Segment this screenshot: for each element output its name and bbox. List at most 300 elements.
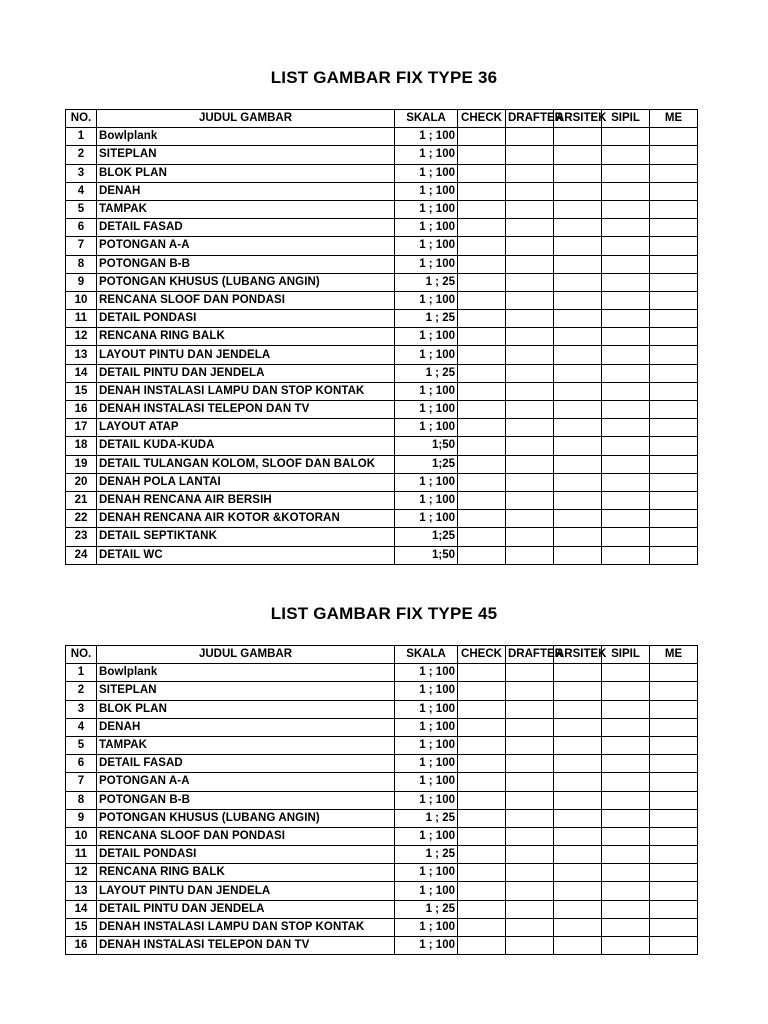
check-cell xyxy=(458,164,506,182)
row-skala: 1 ; 100 xyxy=(395,146,458,164)
me-cell xyxy=(650,419,698,437)
check-cell xyxy=(458,664,506,682)
sipil-cell xyxy=(602,491,650,509)
sipil-cell xyxy=(602,455,650,473)
row-judul-gambar: DENAH xyxy=(97,182,395,200)
row-skala: 1 ; 100 xyxy=(395,937,458,955)
arsitek-cell xyxy=(554,310,602,328)
row-judul-gambar: RENCANA SLOOF DAN PONDASI xyxy=(97,827,395,845)
arsitek-cell xyxy=(554,437,602,455)
arsitek-cell xyxy=(554,864,602,882)
table-row xyxy=(66,846,698,864)
sipil-cell xyxy=(602,846,650,864)
drafter-cell xyxy=(506,528,554,546)
row-number: 9 xyxy=(66,809,97,827)
arsitek-cell xyxy=(554,382,602,400)
row-skala: 1 ; 100 xyxy=(395,773,458,791)
row-judul-gambar: LAYOUT PINTU DAN JENDELA xyxy=(97,882,395,900)
row-skala: 1 ; 25 xyxy=(395,310,458,328)
row-judul-gambar: DENAH INSTALASI LAMPU DAN STOP KONTAK xyxy=(97,382,395,400)
row-number: 2 xyxy=(66,682,97,700)
row-skala: 1 ; 25 xyxy=(395,809,458,827)
row-skala: 1 ; 100 xyxy=(395,128,458,146)
me-cell xyxy=(650,718,698,736)
check-cell xyxy=(458,791,506,809)
table-row xyxy=(66,382,698,400)
sipil-cell xyxy=(602,310,650,328)
me-cell xyxy=(650,255,698,273)
table-header-row xyxy=(66,646,698,664)
row-number: 23 xyxy=(66,528,97,546)
row-number: 11 xyxy=(66,310,97,328)
me-cell xyxy=(650,900,698,918)
row-judul-gambar: TAMPAK xyxy=(97,200,395,218)
header-drafter: DRAFTER xyxy=(506,110,554,128)
check-cell xyxy=(458,491,506,509)
sipil-cell xyxy=(602,437,650,455)
arsitek-cell xyxy=(554,255,602,273)
row-number: 10 xyxy=(66,291,97,309)
row-number: 3 xyxy=(66,700,97,718)
row-number: 16 xyxy=(66,937,97,955)
row-skala: 1 ; 100 xyxy=(395,755,458,773)
arsitek-cell xyxy=(554,882,602,900)
arsitek-cell xyxy=(554,937,602,955)
sipil-cell xyxy=(602,809,650,827)
header-skala: SKALA xyxy=(395,110,458,128)
table-row xyxy=(66,128,698,146)
me-cell xyxy=(650,328,698,346)
me-cell xyxy=(650,791,698,809)
arsitek-cell xyxy=(554,846,602,864)
check-cell xyxy=(458,437,506,455)
sipil-cell xyxy=(602,364,650,382)
row-judul-gambar: LAYOUT PINTU DAN JENDELA xyxy=(97,346,395,364)
sipil-cell xyxy=(602,164,650,182)
table-row xyxy=(66,437,698,455)
table-type-45 xyxy=(65,645,698,955)
row-judul-gambar: DETAIL PINTU DAN JENDELA xyxy=(97,364,395,382)
row-number: 8 xyxy=(66,791,97,809)
table-row xyxy=(66,700,698,718)
row-number: 7 xyxy=(66,773,97,791)
table-row xyxy=(66,546,698,564)
arsitek-cell xyxy=(554,419,602,437)
arsitek-cell xyxy=(554,682,602,700)
header-skala: SKALA xyxy=(395,646,458,664)
drafter-cell xyxy=(506,401,554,419)
me-cell xyxy=(650,310,698,328)
me-cell xyxy=(650,773,698,791)
me-cell xyxy=(650,918,698,936)
row-judul-gambar: DENAH INSTALASI TELEPON DAN TV xyxy=(97,401,395,419)
check-cell xyxy=(458,419,506,437)
sipil-cell xyxy=(602,291,650,309)
table-row xyxy=(66,827,698,845)
row-skala: 1 ; 100 xyxy=(395,255,458,273)
row-skala: 1 ; 100 xyxy=(395,918,458,936)
header-judul-gambar: JUDUL GAMBAR xyxy=(97,646,395,664)
table-row xyxy=(66,455,698,473)
drafter-cell xyxy=(506,773,554,791)
drafter-cell xyxy=(506,682,554,700)
row-judul-gambar: POTONGAN KHUSUS (LUBANG ANGIN) xyxy=(97,273,395,291)
row-number: 19 xyxy=(66,455,97,473)
header-sipil: SIPIL xyxy=(602,646,650,664)
arsitek-cell xyxy=(554,237,602,255)
sipil-cell xyxy=(602,510,650,528)
check-cell xyxy=(458,182,506,200)
me-cell xyxy=(650,528,698,546)
arsitek-cell xyxy=(554,273,602,291)
me-cell xyxy=(650,455,698,473)
row-number: 5 xyxy=(66,200,97,218)
row-judul-gambar: DETAIL TULANGAN KOLOM, SLOOF DAN BALOK xyxy=(97,455,395,473)
row-number: 4 xyxy=(66,182,97,200)
sipil-cell xyxy=(602,200,650,218)
row-number: 8 xyxy=(66,255,97,273)
me-cell xyxy=(650,146,698,164)
header-arsitek: ARSITEK xyxy=(554,110,602,128)
check-cell xyxy=(458,146,506,164)
sipil-cell xyxy=(602,273,650,291)
check-cell xyxy=(458,918,506,936)
arsitek-cell xyxy=(554,164,602,182)
check-cell xyxy=(458,237,506,255)
arsitek-cell xyxy=(554,791,602,809)
drafter-cell xyxy=(506,310,554,328)
check-cell xyxy=(458,510,506,528)
arsitek-cell xyxy=(554,401,602,419)
check-cell xyxy=(458,255,506,273)
check-cell xyxy=(458,736,506,754)
arsitek-cell xyxy=(554,736,602,754)
row-judul-gambar: SITEPLAN xyxy=(97,682,395,700)
table-row xyxy=(66,718,698,736)
arsitek-cell xyxy=(554,328,602,346)
sipil-cell xyxy=(602,182,650,200)
row-skala: 1 ; 100 xyxy=(395,382,458,400)
drafter-cell xyxy=(506,382,554,400)
row-judul-gambar: DENAH INSTALASI TELEPON DAN TV xyxy=(97,937,395,955)
row-judul-gambar: DENAH RENCANA AIR BERSIH xyxy=(97,491,395,509)
row-number: 22 xyxy=(66,510,97,528)
table-row xyxy=(66,255,698,273)
header-check: CHECK xyxy=(458,646,506,664)
me-cell xyxy=(650,937,698,955)
row-skala: 1;25 xyxy=(395,455,458,473)
table-row xyxy=(66,419,698,437)
me-cell xyxy=(650,346,698,364)
row-skala: 1 ; 100 xyxy=(395,700,458,718)
table-row xyxy=(66,510,698,528)
sipil-cell xyxy=(602,346,650,364)
table-row xyxy=(66,773,698,791)
sipil-cell xyxy=(602,419,650,437)
row-skala: 1;50 xyxy=(395,546,458,564)
header-drafter: DRAFTER xyxy=(506,646,554,664)
check-cell xyxy=(458,882,506,900)
sipil-cell xyxy=(602,773,650,791)
check-cell xyxy=(458,382,506,400)
row-skala: 1 ; 25 xyxy=(395,273,458,291)
table-row xyxy=(66,364,698,382)
header-me: ME xyxy=(650,110,698,128)
table-row xyxy=(66,809,698,827)
drafter-cell xyxy=(506,164,554,182)
row-number: 2 xyxy=(66,146,97,164)
me-cell xyxy=(650,809,698,827)
row-skala: 1;50 xyxy=(395,437,458,455)
table-type-36 xyxy=(65,109,698,565)
table-row xyxy=(66,182,698,200)
drafter-cell xyxy=(506,200,554,218)
check-cell xyxy=(458,291,506,309)
drafter-cell xyxy=(506,273,554,291)
table-row xyxy=(66,918,698,936)
sipil-cell xyxy=(602,937,650,955)
table-row xyxy=(66,219,698,237)
check-cell xyxy=(458,827,506,845)
row-skala: 1 ; 100 xyxy=(395,419,458,437)
row-skala: 1;25 xyxy=(395,528,458,546)
row-skala: 1 ; 100 xyxy=(395,182,458,200)
row-judul-gambar: POTONGAN A-A xyxy=(97,773,395,791)
row-number: 5 xyxy=(66,736,97,754)
me-cell xyxy=(650,546,698,564)
sipil-cell xyxy=(602,864,650,882)
drafter-cell xyxy=(506,664,554,682)
row-judul-gambar: POTONGAN A-A xyxy=(97,237,395,255)
row-judul-gambar: TAMPAK xyxy=(97,736,395,754)
row-number: 15 xyxy=(66,382,97,400)
row-judul-gambar: RENCANA RING BALK xyxy=(97,328,395,346)
drafter-cell xyxy=(506,846,554,864)
drafter-cell xyxy=(506,419,554,437)
drafter-cell xyxy=(506,146,554,164)
row-number: 6 xyxy=(66,755,97,773)
arsitek-cell xyxy=(554,219,602,237)
table-row xyxy=(66,664,698,682)
sipil-cell xyxy=(602,255,650,273)
table-row xyxy=(66,401,698,419)
row-number: 13 xyxy=(66,882,97,900)
sipil-cell xyxy=(602,700,650,718)
check-cell xyxy=(458,328,506,346)
row-skala: 1 ; 100 xyxy=(395,882,458,900)
table-row xyxy=(66,882,698,900)
row-judul-gambar: POTONGAN B-B xyxy=(97,255,395,273)
row-judul-gambar: DETAIL PONDASI xyxy=(97,846,395,864)
row-skala: 1 ; 25 xyxy=(395,364,458,382)
drafter-cell xyxy=(506,791,554,809)
me-cell xyxy=(650,700,698,718)
drafter-cell xyxy=(506,364,554,382)
check-cell xyxy=(458,682,506,700)
me-cell xyxy=(650,491,698,509)
row-judul-gambar: DETAIL PONDASI xyxy=(97,310,395,328)
row-skala: 1 ; 100 xyxy=(395,718,458,736)
row-number: 24 xyxy=(66,546,97,564)
arsitek-cell xyxy=(554,528,602,546)
row-skala: 1 ; 100 xyxy=(395,736,458,754)
table-row xyxy=(66,200,698,218)
table-row xyxy=(66,164,698,182)
drafter-cell xyxy=(506,700,554,718)
drafter-cell xyxy=(506,718,554,736)
row-number: 20 xyxy=(66,473,97,491)
row-number: 16 xyxy=(66,401,97,419)
row-judul-gambar: DENAH xyxy=(97,718,395,736)
row-number: 15 xyxy=(66,918,97,936)
row-skala: 1 ; 100 xyxy=(395,328,458,346)
me-cell xyxy=(650,827,698,845)
check-cell xyxy=(458,364,506,382)
drafter-cell xyxy=(506,937,554,955)
table-row xyxy=(66,346,698,364)
row-judul-gambar: DETAIL KUDA-KUDA xyxy=(97,437,395,455)
row-judul-gambar: POTONGAN B-B xyxy=(97,791,395,809)
row-skala: 1 ; 100 xyxy=(395,510,458,528)
drafter-cell xyxy=(506,182,554,200)
row-judul-gambar: DETAIL WC xyxy=(97,546,395,564)
table-row xyxy=(66,864,698,882)
sipil-cell xyxy=(602,401,650,419)
check-cell xyxy=(458,473,506,491)
me-cell xyxy=(650,200,698,218)
drafter-cell xyxy=(506,809,554,827)
row-judul-gambar: DENAH INSTALASI LAMPU DAN STOP KONTAK xyxy=(97,918,395,936)
me-cell xyxy=(650,437,698,455)
drafter-cell xyxy=(506,918,554,936)
me-cell xyxy=(650,473,698,491)
me-cell xyxy=(650,164,698,182)
row-number: 12 xyxy=(66,328,97,346)
check-cell xyxy=(458,718,506,736)
row-number: 12 xyxy=(66,864,97,882)
row-number: 6 xyxy=(66,219,97,237)
check-cell xyxy=(458,128,506,146)
drafter-cell xyxy=(506,510,554,528)
table-row xyxy=(66,682,698,700)
row-skala: 1 ; 100 xyxy=(395,237,458,255)
sipil-cell xyxy=(602,918,650,936)
me-cell xyxy=(650,219,698,237)
arsitek-cell xyxy=(554,755,602,773)
drafter-cell xyxy=(506,864,554,882)
table-row xyxy=(66,328,698,346)
row-skala: 1 ; 100 xyxy=(395,827,458,845)
sipil-cell xyxy=(602,128,650,146)
check-cell xyxy=(458,273,506,291)
check-cell xyxy=(458,346,506,364)
arsitek-cell xyxy=(554,900,602,918)
row-skala: 1 ; 25 xyxy=(395,900,458,918)
me-cell xyxy=(650,382,698,400)
drafter-cell xyxy=(506,546,554,564)
drafter-cell xyxy=(506,473,554,491)
sipil-cell xyxy=(602,755,650,773)
drafter-cell xyxy=(506,237,554,255)
check-cell xyxy=(458,528,506,546)
check-cell xyxy=(458,755,506,773)
drafter-cell xyxy=(506,827,554,845)
me-cell xyxy=(650,846,698,864)
row-judul-gambar: BLOK PLAN xyxy=(97,700,395,718)
row-skala: 1 ; 100 xyxy=(395,401,458,419)
sipil-cell xyxy=(602,146,650,164)
check-cell xyxy=(458,455,506,473)
table-row xyxy=(66,791,698,809)
row-number: 14 xyxy=(66,900,97,918)
drafter-cell xyxy=(506,882,554,900)
drafter-cell xyxy=(506,128,554,146)
sipil-cell xyxy=(602,682,650,700)
sipil-cell xyxy=(602,736,650,754)
me-cell xyxy=(650,237,698,255)
arsitek-cell xyxy=(554,346,602,364)
title-type-36: LIST GAMBAR FIX TYPE 36 xyxy=(270,68,498,87)
row-judul-gambar: RENCANA RING BALK xyxy=(97,864,395,882)
check-cell xyxy=(458,773,506,791)
check-cell xyxy=(458,310,506,328)
row-judul-gambar: SITEPLAN xyxy=(97,146,395,164)
row-judul-gambar: RENCANA SLOOF DAN PONDASI xyxy=(97,291,395,309)
header-judul-gambar: JUDUL GAMBAR xyxy=(97,110,395,128)
sipil-cell xyxy=(602,219,650,237)
header-check: CHECK xyxy=(458,110,506,128)
drafter-cell xyxy=(506,346,554,364)
table-row xyxy=(66,473,698,491)
sipil-cell xyxy=(602,546,650,564)
check-cell xyxy=(458,864,506,882)
row-number: 7 xyxy=(66,237,97,255)
table-row xyxy=(66,937,698,955)
check-cell xyxy=(458,401,506,419)
row-judul-gambar: POTONGAN KHUSUS (LUBANG ANGIN) xyxy=(97,809,395,827)
sipil-cell xyxy=(602,827,650,845)
drafter-cell xyxy=(506,755,554,773)
row-skala: 1 ; 100 xyxy=(395,346,458,364)
arsitek-cell xyxy=(554,510,602,528)
drafter-cell xyxy=(506,219,554,237)
table-row xyxy=(66,491,698,509)
row-number: 11 xyxy=(66,846,97,864)
check-cell xyxy=(458,200,506,218)
drafter-cell xyxy=(506,437,554,455)
row-judul-gambar: Bowlplank xyxy=(97,128,395,146)
row-skala: 1 ; 100 xyxy=(395,291,458,309)
check-cell xyxy=(458,900,506,918)
table-row xyxy=(66,237,698,255)
row-number: 17 xyxy=(66,419,97,437)
arsitek-cell xyxy=(554,128,602,146)
sipil-cell xyxy=(602,882,650,900)
row-skala: 1 ; 100 xyxy=(395,491,458,509)
row-judul-gambar: DETAIL SEPTIKTANK xyxy=(97,528,395,546)
header-sipil: SIPIL xyxy=(602,110,650,128)
row-skala: 1 ; 100 xyxy=(395,219,458,237)
me-cell xyxy=(650,664,698,682)
arsitek-cell xyxy=(554,364,602,382)
me-cell xyxy=(650,882,698,900)
arsitek-cell xyxy=(554,146,602,164)
arsitek-cell xyxy=(554,182,602,200)
check-cell xyxy=(458,846,506,864)
header-no: NO. xyxy=(66,646,97,664)
table-row xyxy=(66,146,698,164)
me-cell xyxy=(650,364,698,382)
